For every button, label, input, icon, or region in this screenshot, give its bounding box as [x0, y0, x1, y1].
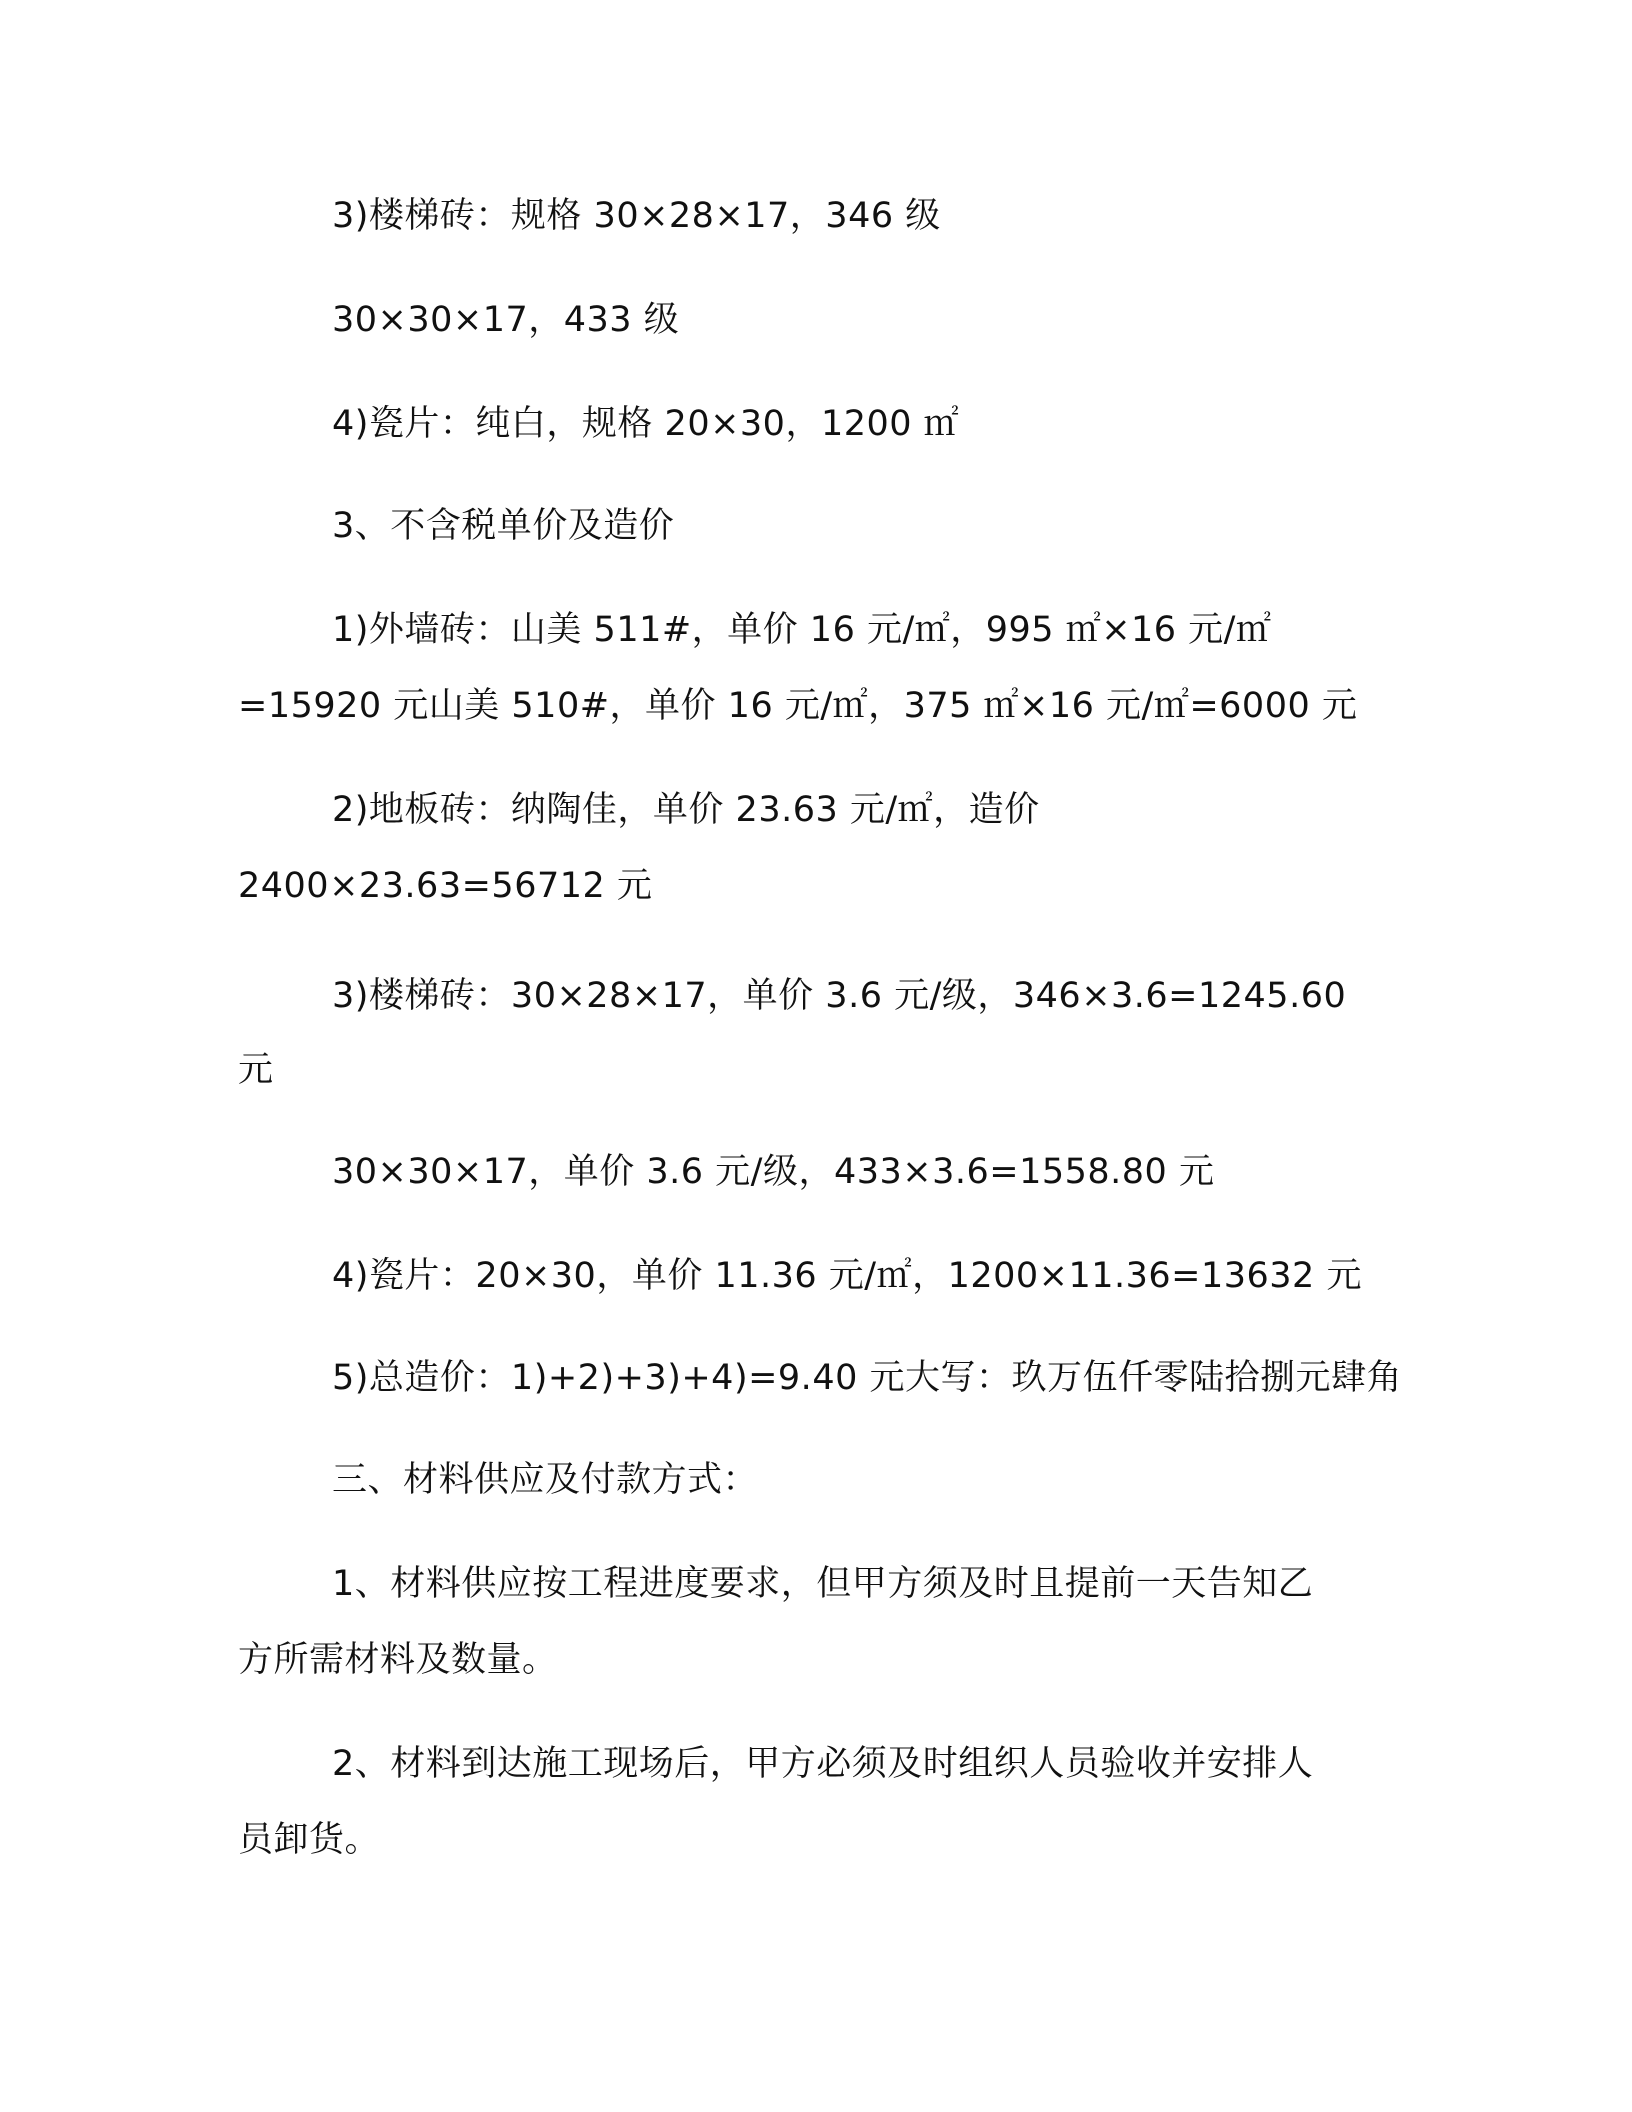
text-line-total-price: 5)总造价：1)+2)+3)+4)=9.40 元大写：玖万伍仟零陆拾捌元肆角	[332, 1358, 1402, 1398]
text-line-stair-tile-price: 3)楼梯砖：30×28×17，单价 3.6 元/级，346×3.6=1245.60	[332, 976, 1347, 1016]
section-heading-material-supply: 三、材料供应及付款方式：	[332, 1460, 759, 1500]
text-line-stair-tile-spec-2: 30×30×17，433 级	[332, 300, 680, 340]
text-line-stair-tile-price-2: 元	[238, 1050, 274, 1090]
text-line-floor-tile-price-2: 2400×23.63=56712 元	[238, 866, 653, 906]
text-line-floor-tile-price: 2)地板砖：纳陶佳，单价 23.63 元/㎡，造价	[332, 790, 1040, 830]
section-heading-unit-price: 3、不含税单价及造价	[332, 506, 675, 546]
text-line-supply-clause-2: 2、材料到达施工现场后，甲方必须及时组织人员验收并安排人	[332, 1744, 1314, 1784]
text-line-stair-tile-price-3: 30×30×17，单价 3.6 元/级，433×3.6=1558.80 元	[332, 1152, 1215, 1192]
text-line-ceramic-spec: 4)瓷片：纯白，规格 20×30，1200 ㎡	[332, 404, 960, 444]
text-line-supply-clause-2-cont: 员卸货。	[238, 1820, 381, 1860]
text-line-supply-clause-1: 1、材料供应按工程进度要求，但甲方须及时且提前一天告知乙	[332, 1564, 1314, 1604]
text-line-exterior-tile-price-2: =15920 元山美 510#，单价 16 元/㎡，375 ㎡×16 元/㎡=6000 元	[238, 686, 1358, 726]
text-line-ceramic-price: 4)瓷片：20×30，单价 11.36 元/㎡，1200×11.36=13632 元	[332, 1256, 1362, 1296]
text-line-supply-clause-1-cont: 方所需材料及数量。	[238, 1640, 558, 1680]
text-line-exterior-tile-price: 1)外墙砖：山美 511#，单价 16 元/㎡，995 ㎡×16 元/㎡	[332, 610, 1272, 650]
text-line-stair-tile-spec: 3)楼梯砖：规格 30×28×17，346 级	[332, 196, 941, 236]
